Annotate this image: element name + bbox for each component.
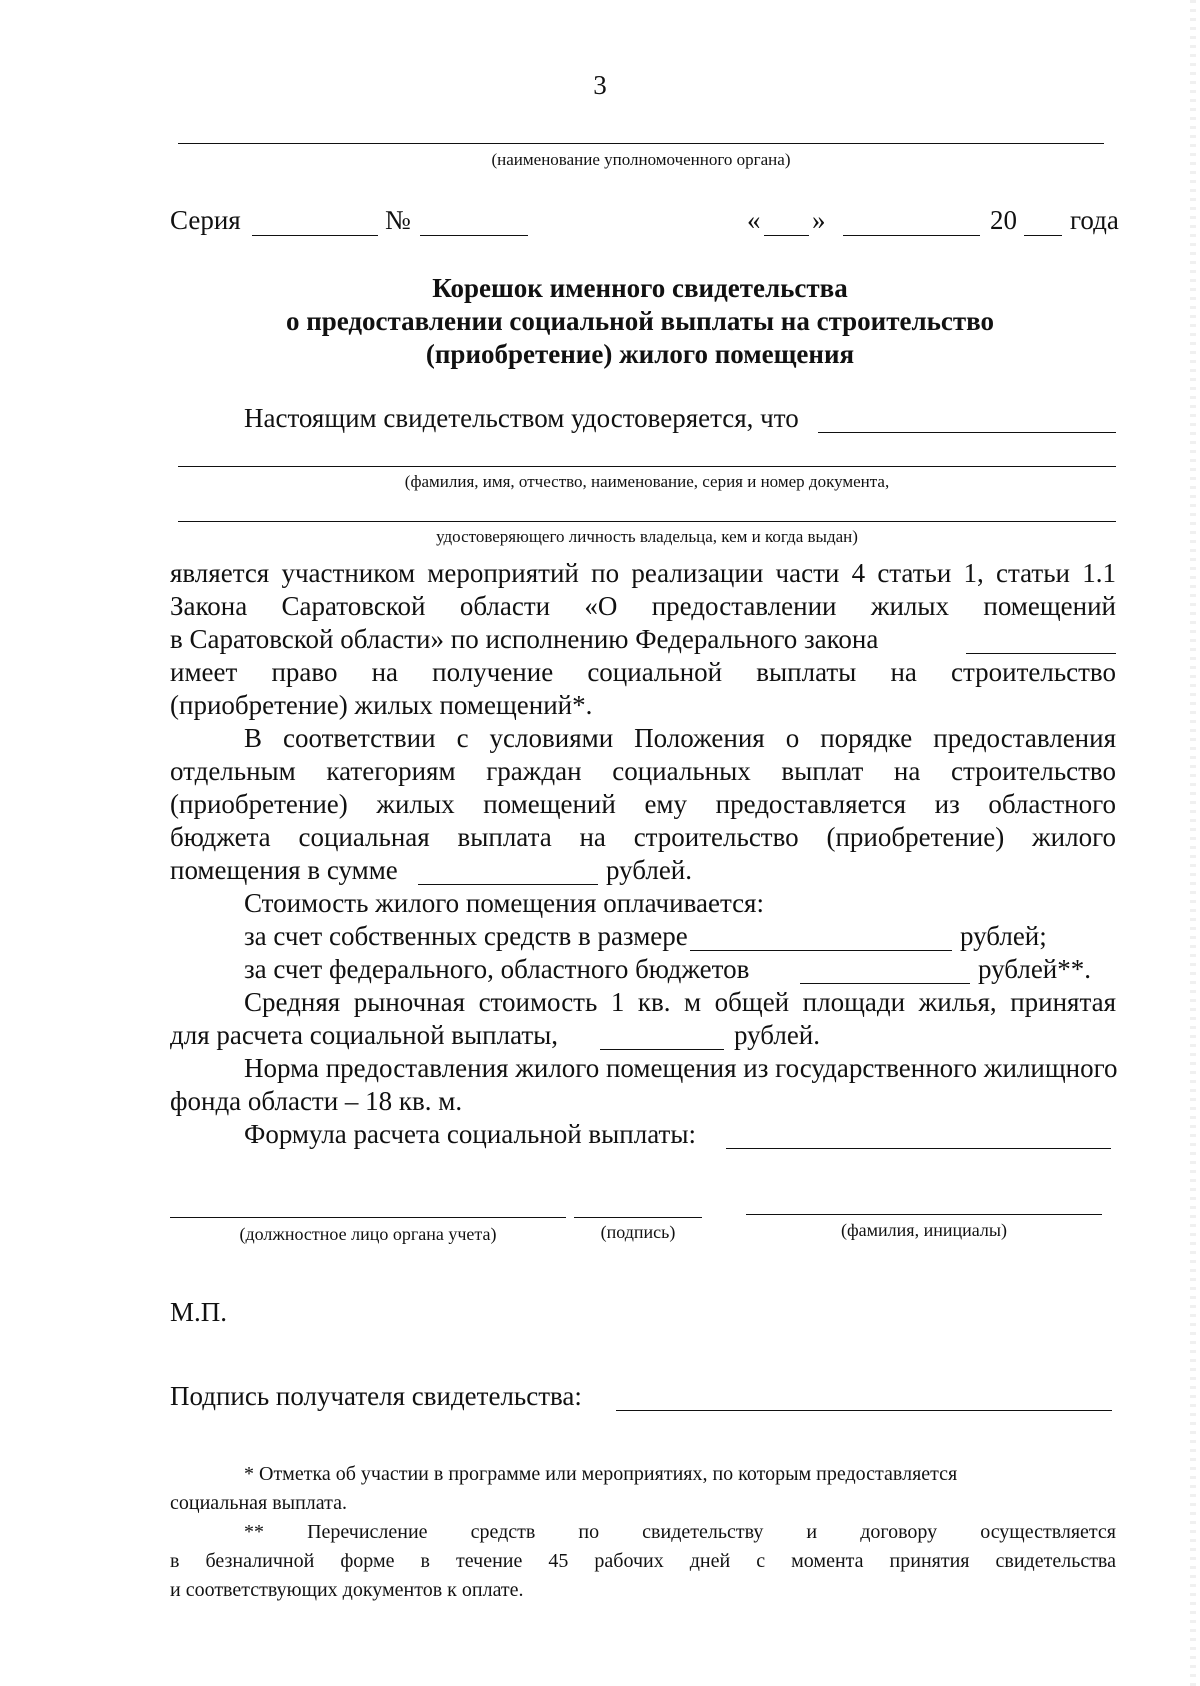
body-p3-line2-b: рублей; (960, 921, 1047, 951)
body-p3-line3-b: рублей**. (978, 954, 1092, 984)
body-p3-line1: Стоимость жилого помещения оплачивается: (244, 888, 764, 918)
series-blank (252, 235, 378, 236)
authority-line (178, 143, 1104, 144)
body-p5-line1: Норма предоставления жилого помещения из государственного жилищного (244, 1053, 1118, 1083)
title-line-1: Корешок именного свидетельства (432, 273, 848, 303)
own-funds-blank (690, 950, 952, 951)
signature-caption: (подпись) (600, 1222, 676, 1242)
series-label: Серия (170, 205, 241, 235)
certify-blank (818, 432, 1116, 433)
body-p4-line2-b: рублей. (734, 1020, 821, 1050)
body-p2-line2: отдельным категориям граждан социальных выплат на строительство (170, 756, 1116, 786)
budget-funds-blank (800, 983, 970, 984)
stamp-label: М.П. (170, 1297, 228, 1327)
signature-line (574, 1217, 702, 1218)
recipient-signature-blank (616, 1410, 1112, 1411)
owner-line-1 (178, 466, 1116, 467)
federal-law-blank (966, 653, 1116, 654)
footnote-2-line3: и соответствующих документов к оплате. (170, 1579, 524, 1601)
footnote-2-line1: ** Перечисление средств по свидетельству и договору осуществляется (244, 1521, 1116, 1543)
document-title (170, 272, 1110, 371)
date-quote-open: « (747, 205, 761, 235)
body-p4-line1: Средняя рыночная стоимость 1 кв. м общей площади жилья, принятая (244, 987, 1116, 1017)
owner-caption-2: удостоверяющего личность владельца, кем и когда выдан) (436, 527, 858, 546)
name-caption: (фамилия, инициалы) (841, 1220, 1007, 1240)
body-p2-line5-a: помещения в сумме (170, 855, 398, 885)
footnote-1-line1: * Отметка об участии в программе или мероприятиях, по которым предоставляется (244, 1463, 958, 1485)
body-p1-line4: имеет право на получение социальной выплаты на строительство (170, 657, 1116, 687)
body-p1-line1: является участником мероприятий по реализации части 4 статьи 1, статьи 1.1 (170, 558, 1116, 588)
number-label: № (385, 205, 411, 235)
title-line-3: (приобретение) жилого помещения (425, 339, 855, 369)
body-p5-line2: фонда области – 18 кв. м. (170, 1086, 463, 1116)
body-p4-line2-a: для расчета социальной выплаты, (170, 1020, 559, 1050)
formula-blank (726, 1148, 1111, 1149)
official-line (170, 1217, 566, 1218)
date-quote-close: » (812, 205, 826, 235)
body-p2-line5-b: рублей. (606, 855, 693, 885)
market-price-blank (600, 1049, 724, 1050)
body-p1-line3: в Саратовской области» по исполнению Федерального закона (170, 624, 879, 654)
footnote-2-line2: в безналичной форме в течение 45 рабочих дней с момента принятия свидетельства (170, 1550, 1116, 1572)
certify-text: Настоящим свидетельством удостоверяется, что (244, 403, 799, 433)
body-p6-line1: Формула расчета социальной выплаты: (244, 1119, 696, 1149)
body-p3-line3-a: за счет федерального, областного бюджетов (244, 954, 750, 984)
number-blank (420, 235, 528, 236)
body-p2-line3: (приобретение) жилых помещений ему предоставляется из областного (170, 789, 1116, 819)
owner-line-2 (178, 521, 1116, 522)
body-p2-line4: бюджета социальная выплата на строительство (приобретение) жилого (170, 822, 1116, 852)
title-line-2: о предоставлении социальной выплаты на строительство (285, 306, 995, 336)
name-line (746, 1214, 1102, 1215)
authority-caption: (наименование уполномоченного органа) (491, 150, 791, 169)
year-label: года (1070, 205, 1119, 235)
scan-edge-artifact (1190, 0, 1196, 1686)
body-p3-line2-a: за счет собственных средств в размере (244, 921, 688, 951)
year-blank (1024, 235, 1062, 236)
owner-caption-1: (фамилия, имя, отчество, наименование, серия и номер документа, (404, 472, 890, 491)
year-prefix: 20 (990, 205, 1017, 235)
body-p1-line2: Закона Саратовской области «О предоставлении жилых помещений (170, 591, 1116, 621)
sum-blank (418, 884, 598, 885)
body-p1-line5: (приобретение) жилых помещений*. (170, 690, 593, 720)
official-caption: (должностное лицо органа учета) (239, 1224, 497, 1244)
recipient-signature-label: Подпись получателя свидетельства: (170, 1381, 582, 1411)
day-blank (764, 235, 809, 236)
month-blank (843, 235, 980, 236)
body-p2-line1: В соответствии с условиями Положения о порядке предоставления (244, 723, 1116, 753)
page-number: 3 (593, 70, 607, 100)
footnote-1-line2: социальная выплата. (170, 1492, 348, 1514)
